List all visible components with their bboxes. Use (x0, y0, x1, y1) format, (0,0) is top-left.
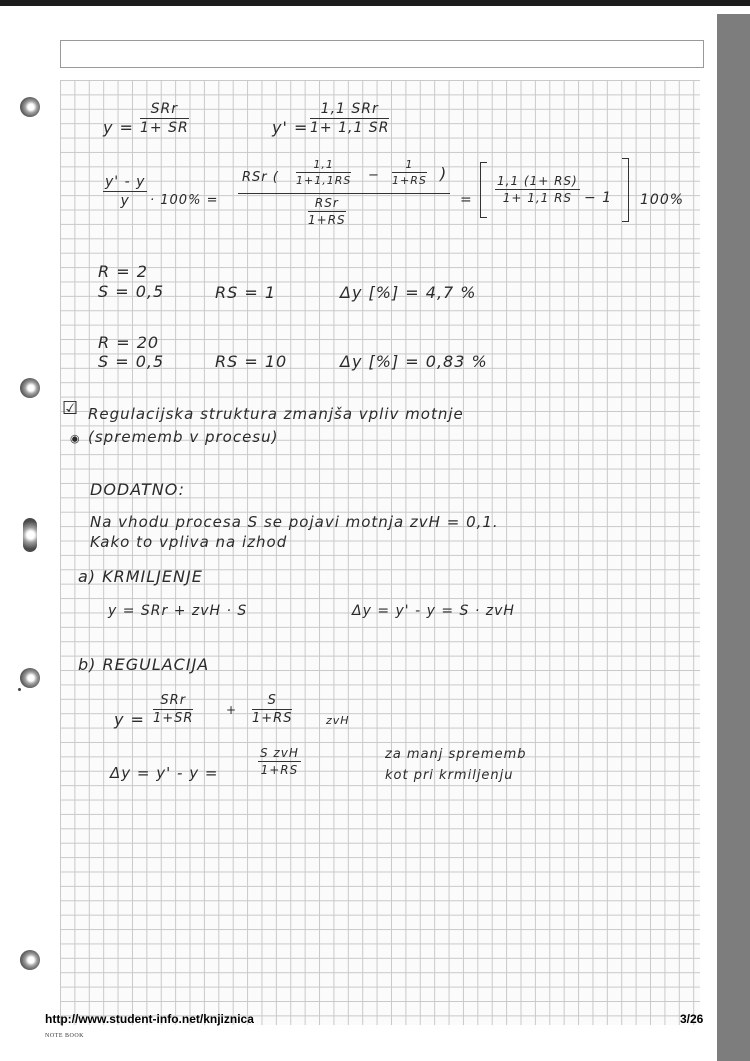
part-b-z-numerator: S (252, 693, 292, 710)
case1-rs: RS = 1 (215, 283, 277, 302)
right-fraction-numerator: 1,1 (1+ RS) (497, 174, 578, 188)
part-b-comment1: za manj sprememb (385, 747, 527, 762)
case1-dy: Δy [%] = 4,7 % (340, 283, 477, 302)
yp-numerator: 1,1 SRr (310, 101, 389, 119)
scan-top-edge (0, 0, 750, 6)
case2-rs: RS = 10 (215, 352, 288, 371)
footer-url[interactable]: http://www.student-info.net/knjiznica (45, 1012, 254, 1026)
part-b-dy-fraction (258, 746, 301, 777)
part-b-y-lhs: y = (114, 710, 145, 729)
part-a-eq1: y = SRr + zvH · S (108, 603, 248, 619)
main-denominator-numerator: RSr (308, 196, 346, 212)
extra-title: DODATNO: (90, 480, 186, 499)
main-fraction-b-denominator: 1+RS (392, 174, 427, 187)
note-line2: (sprememb v procesu) (88, 428, 279, 446)
case1-r: R = 2 (98, 262, 148, 281)
left-square-bracket (480, 162, 487, 218)
yp-denominator: 1+ 1,1 SR (310, 120, 390, 136)
extra-line1: Na vhodu procesa S se pojavi motnja zvH = 0,1. (90, 513, 499, 531)
main-minus: − (368, 168, 380, 183)
part-b-y-denominator: 1+SR (153, 711, 194, 726)
main-fraction-a-numerator: 1,1 (296, 158, 351, 173)
case2-s: S = 0,5 (98, 352, 165, 371)
y-denominator: 1+ SR (140, 120, 189, 136)
part-b-y-fraction (153, 693, 193, 726)
grid-area (60, 80, 700, 1025)
ink-dot (18, 688, 21, 691)
part-b-label: b) REGULACIJA (78, 655, 210, 674)
case2-dy: Δy [%] = 0,83 % (340, 352, 488, 371)
main-numerator-prefix: RSr ( (242, 170, 279, 185)
percent-multiplier: · 100% = (150, 193, 219, 208)
right-minus-one: − 1 (584, 190, 613, 206)
yp-lhs: y' = (272, 118, 309, 137)
part-b-z-var: zvH (326, 714, 350, 727)
part-b-y-numerator: SRr (153, 693, 193, 710)
y-numerator: SRr (140, 101, 189, 119)
notebook-brand: NOTE BOOK (45, 1033, 84, 1039)
bullet-icon: ◉ (70, 432, 81, 445)
main-fraction-a-denominator: 1+1,1RS (296, 174, 352, 187)
equals-sign: = (460, 192, 473, 208)
case2-r: R = 20 (98, 333, 160, 352)
main-fraction-bar (238, 193, 450, 194)
part-b-z-fraction (252, 693, 292, 726)
relative-change-denominator: y (120, 193, 130, 209)
part-b-dy-denominator: 1+RS (260, 763, 299, 777)
part-b-z-denominator: 1+RS (252, 711, 293, 726)
ring-slot-icon (23, 518, 37, 552)
relative-change-numerator: y' - y (105, 174, 146, 190)
part-b-plus: + (226, 703, 238, 717)
part-a-eq2: Δy = y' - y = S · zvH (352, 603, 515, 619)
main-denominator-denominator: 1+RS (308, 213, 346, 227)
extra-line2: Kako to vpliva na izhod (90, 533, 288, 551)
header-box (60, 40, 704, 68)
punch-hole-icon (20, 97, 40, 117)
scan-right-edge (717, 14, 750, 1061)
punch-hole-icon (20, 378, 40, 398)
y-lhs: y = (103, 118, 134, 137)
note-line1: Regulacijska struktura zmanjša vpliv motnje (88, 405, 464, 423)
case1-s: S = 0,5 (98, 282, 165, 301)
main-fraction-b-numerator: 1 (392, 158, 427, 173)
main-numerator-suffix: ) (440, 164, 448, 183)
right-square-bracket (622, 158, 629, 222)
punch-hole-icon (20, 668, 40, 688)
main-fraction-a (296, 158, 351, 187)
y-fraction (140, 101, 189, 136)
part-b-dy-numerator: S zvH (260, 746, 299, 760)
main-fraction-b (392, 158, 427, 187)
main-denominator-fraction (308, 196, 346, 227)
part-b-comment2: kot pri krmiljenju (385, 768, 514, 783)
checkmark-icon: ☑ (62, 398, 79, 419)
part-b-dy-lhs: Δy = y' - y = (110, 764, 219, 782)
part-a-label: a) KRMILJENJE (78, 567, 203, 586)
page-number: 3/26 (680, 1012, 704, 1026)
right-fraction-denominator: 1+ 1,1 RS (502, 191, 573, 205)
right-fraction (495, 174, 580, 205)
yp-fraction (310, 101, 389, 136)
punch-hole-icon (20, 950, 40, 970)
right-percent: 100% (640, 192, 685, 208)
relative-change-fraction (103, 174, 147, 209)
